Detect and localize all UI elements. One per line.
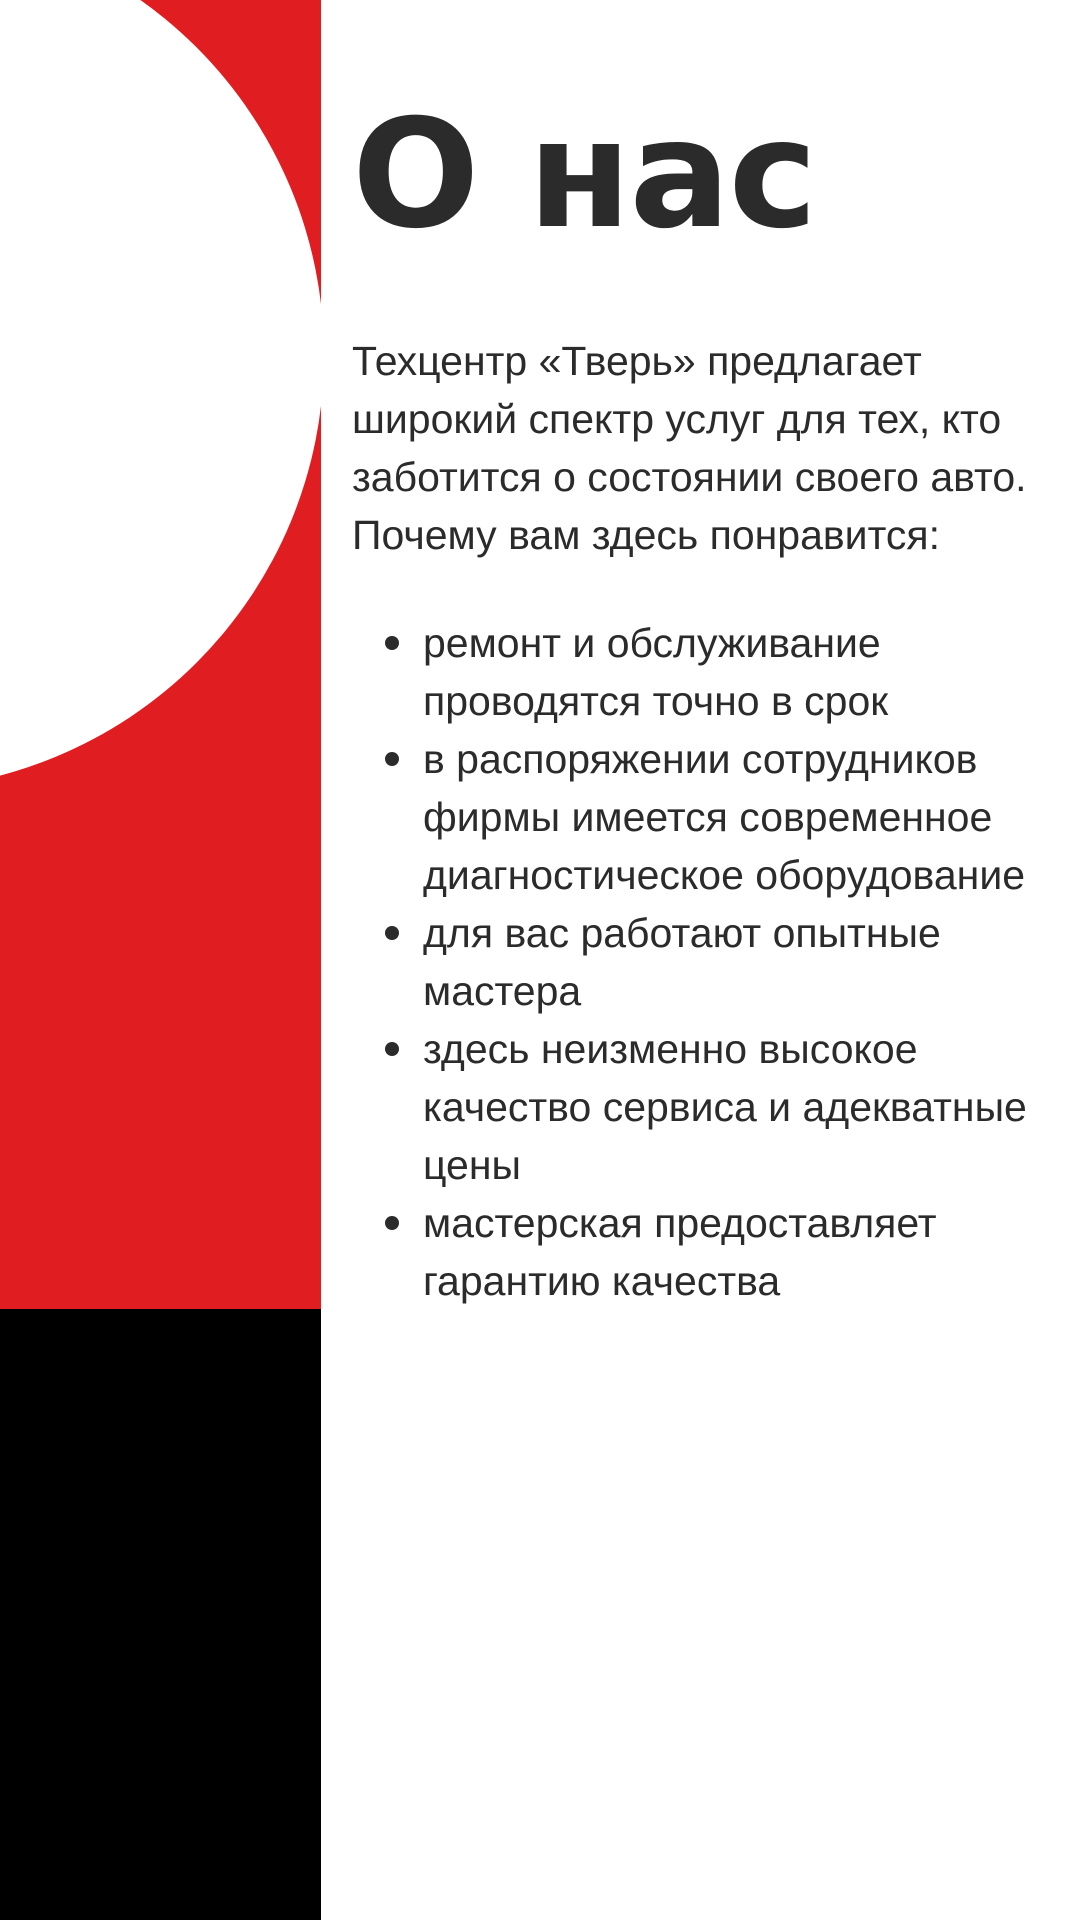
page-title: О нас — [352, 88, 816, 262]
about-section — [352, 88, 1052, 1310]
list-item-text: в распоряжении сотрудников фирмы имеется современное диагностическое оборудование — [423, 736, 1026, 898]
features-list — [352, 614, 1052, 1310]
list-item — [352, 904, 1053, 1020]
bullet-icon — [385, 636, 399, 650]
list-item-text: ремонт и обслуживание проводятся точно в срок — [423, 620, 889, 724]
list-item-text: для вас работают опытные мастера — [423, 910, 941, 1014]
intro-text: Техцентр «Тверь» предлагает широкий спектр услуг для тех, кто заботится о состоянии своего авто. Почему вам здесь понравится: — [352, 338, 1027, 558]
bullet-icon — [385, 1216, 399, 1230]
list-item — [352, 614, 1053, 730]
list-item-text: мастерская предоставляет гарантию качества — [423, 1200, 937, 1304]
list-item — [352, 730, 1053, 904]
bullet-icon — [385, 926, 399, 940]
list-item-text: здесь неизменно высокое качество сервиса и адекватные цены — [423, 1026, 1027, 1188]
black-block — [0, 1309, 321, 1920]
list-item — [352, 1194, 1053, 1310]
bullet-icon — [385, 1042, 399, 1056]
bullet-icon — [385, 752, 399, 766]
decorative-side-panel — [0, 0, 321, 1920]
list-item — [352, 1020, 1053, 1194]
